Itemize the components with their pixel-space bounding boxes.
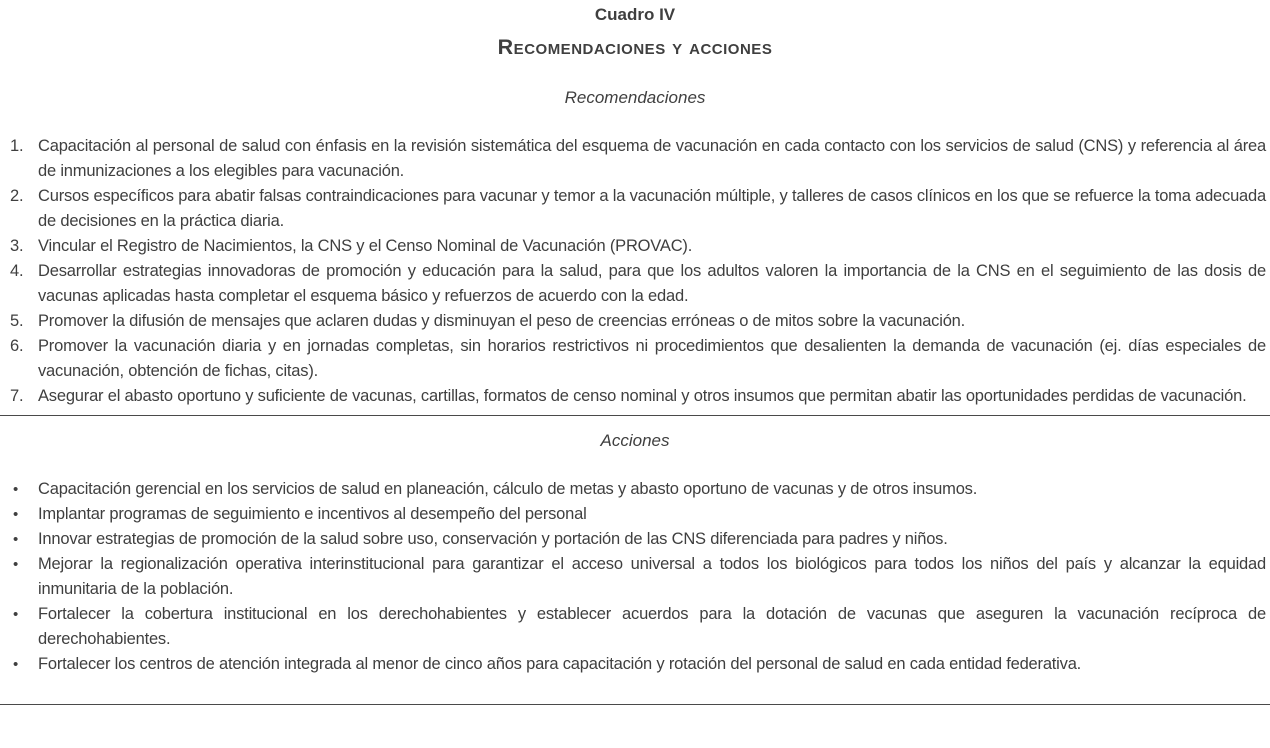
action-item: • Mejorar la regionalización operativa interinstitucional para garantizar el acceso universal a todos los biológicos para todos los niños del país y alcanzar la equidad inmunitaria de la población. <box>0 552 1266 602</box>
recommendation-item: Promover la difusión de mensajes que aclaren dudas y disminuyan el peso de creencias erróneas o de mitos sobre la vacunación. <box>38 312 966 330</box>
recommendation-item: Promover la vacunación diaria y en jornadas completas, sin horarios restrictivos ni procedimientos que desalienten la demanda de vacunación (ej. días especiales de vacunación, obtención de fichas, citas). <box>38 337 1266 380</box>
bottom-divider <box>0 704 1270 705</box>
actions-list <box>0 477 1270 677</box>
recommendation-item: Capacitación al personal de salud con énfasis en la revisión sistemática del esquema de vacunación en cada contacto con los servicios de salud (CNS) y referencia al área de inmunizaciones a los elegibles para vacunación. <box>38 137 1266 180</box>
action-item: • Fortalecer la cobertura institucional en los derechohabientes y establecer acuerdos para la dotación de vacunas que aseguren la vacunación recíproca de derechohabientes. <box>0 602 1266 652</box>
action-item: • Fortalecer los centros de atención integrada al menor de cinco años para capacitación y rotación del personal de salud en cada entidad federativa. <box>0 652 1266 677</box>
table-title: Recomendaciones y acciones <box>497 35 773 59</box>
recommendation-item: Cursos específicos para abatir falsas contraindicaciones para vacunar y temor a la vacunación múltiple, y talleres de casos clínicos en los que se refuerce la toma adecuada de decisiones en la práctica diaria. <box>38 187 1266 230</box>
section-divider <box>0 415 1270 416</box>
action-item: • Implantar programas de seguimiento e incentivos al desempeño del personal <box>0 502 1266 527</box>
recommendation-item: Desarrollar estrategias innovadoras de promoción y educación para la salud, para que los adultos valoren la importancia de la CNS en el seguimiento de las dosis de vacunas aplicadas hasta completar el esquema básico y refuerzos de acuerdo con la edad. <box>38 262 1266 305</box>
recommendation-item: Asegurar el abasto oportuno y suficiente de vacunas, cartillas, formatos de censo nominal y otros insumos que permitan abatir las oportunidades perdidas de vacunación. <box>38 387 1247 405</box>
recommendations-heading: Recomendaciones <box>564 88 706 107</box>
recommendations-list <box>0 134 1270 409</box>
table-number-title: Cuadro IV <box>594 5 676 24</box>
actions-heading: Acciones <box>600 431 670 450</box>
recommendation-item: Vincular el Registro de Nacimientos, la CNS y el Censo Nominal de Vacunación (PROVAC). <box>38 237 693 255</box>
action-item: • Capacitación gerencial en los servicios de salud en planeación, cálculo de metas y abasto oportuno de vacunas y de otros insumos. <box>0 477 1266 502</box>
action-item: • Innovar estrategias de promoción de la salud sobre uso, conservación y portación de las CNS diferenciada para padres y niños. <box>0 527 1266 552</box>
